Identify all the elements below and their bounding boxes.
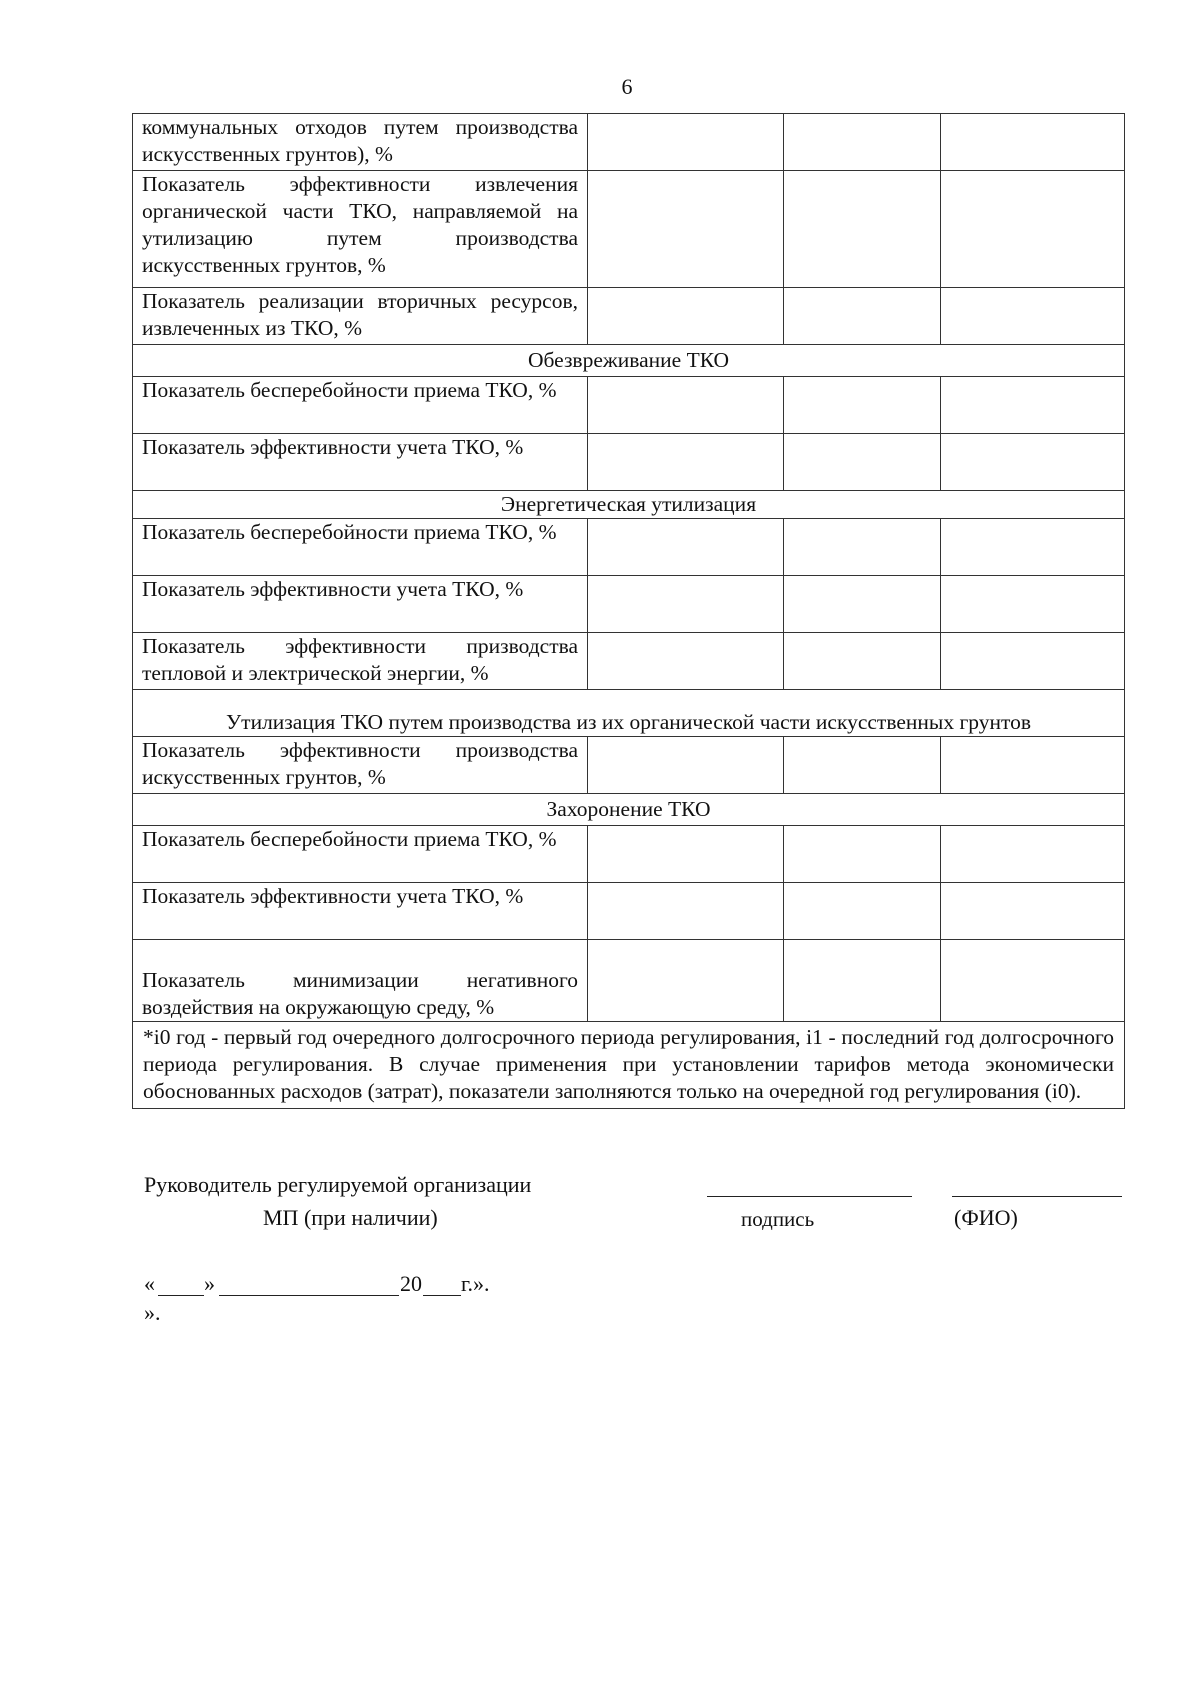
section-header-row [133,491,1125,519]
value-cell-2 [784,434,941,491]
indicators-table-body [133,114,1125,1022]
value-cell-2 [784,883,941,940]
value-cell-1 [588,171,784,288]
name-caption: (ФИО) [954,1205,1018,1230]
table-row [133,288,1125,345]
value-cell-3 [941,940,1125,1022]
value-cell-3 [941,519,1125,576]
value-cell-2 [784,171,941,288]
value-cell-3 [941,633,1125,690]
date-close-quote: » [204,1271,215,1296]
footnote-text: *i0 год - первый год очередного долгосрочного периода регулирования, i1 - последний год долгосрочного периода регулирования. В случае применения при установлении тарифов метода экономически обоснованных расходов (затрат), показатели заполняются только на очередной год регулирования (i0). [133,1022,1125,1109]
date-year-line [423,1295,461,1296]
date-month-line [219,1295,399,1296]
value-cell-3 [941,576,1125,633]
table-row [133,519,1125,576]
value-cell-1 [588,114,784,171]
section-title: Утилизация ТКО путем производства из их органической части искусственных грунтов [133,690,1125,737]
table-row [133,434,1125,491]
value-cell-2 [784,288,941,345]
value-cell-1 [588,576,784,633]
value-cell-1 [588,519,784,576]
value-cell-2 [784,519,941,576]
date-suffix: г.». [461,1271,490,1296]
date-year-prefix: 20 [400,1271,422,1296]
indicator-label: Показатель бесперебойности приема ТКО, % [133,519,588,576]
value-cell-3 [941,377,1125,434]
table-row [133,377,1125,434]
table-row [133,883,1125,940]
value-cell-1 [588,883,784,940]
value-cell-2 [784,114,941,171]
value-cell-3 [941,737,1125,794]
table-row [133,737,1125,794]
table-row [133,826,1125,883]
indicator-label: Показатель эффективности призводства тепловой и электрической энергии, % [133,633,588,690]
value-cell-1 [588,377,784,434]
head-label: Руководитель регулируемой организации [144,1172,532,1197]
section-header-row [133,794,1125,826]
table-row [133,171,1125,288]
indicator-label: Показатель реализации вторичных ресурсов, извлеченных из ТКО, % [133,288,588,345]
section-header-row [133,690,1125,737]
section-title: Обезвреживание ТКО [133,345,1125,377]
value-cell-3 [941,826,1125,883]
section-title: Захоронение ТКО [133,794,1125,826]
table-row [133,114,1125,171]
value-cell-2 [784,633,941,690]
value-cell-1 [588,434,784,491]
value-cell-1 [588,940,784,1022]
indicator-label: Показатель эффективности извлечения органической части ТКО, направляемой на утилизацию путем производства искусственных грунтов, % [133,171,588,288]
date-open-quote: « [144,1271,155,1296]
signature-block [0,1172,1200,1352]
date-day-line [158,1295,204,1296]
value-cell-2 [784,737,941,794]
value-cell-1 [588,737,784,794]
section-header-row [133,345,1125,377]
page-number: 6 [621,74,633,99]
value-cell-3 [941,171,1125,288]
value-cell-1 [588,826,784,883]
value-cell-3 [941,114,1125,171]
name-line [952,1196,1122,1197]
indicators-table [132,113,1125,1109]
section-title: Энергетическая утилизация [133,491,1125,519]
value-cell-2 [784,377,941,434]
indicator-label: Показатель бесперебойности приема ТКО, % [133,377,588,434]
closing-quote-mark: ». [144,1300,161,1325]
indicator-label: Показатель эффективности учета ТКО, % [133,434,588,491]
value-cell-3 [941,288,1125,345]
table-row [133,576,1125,633]
indicator-label: Показатель эффективности учета ТКО, % [133,576,588,633]
table-row [133,633,1125,690]
signature-line [707,1196,912,1197]
value-cell-1 [588,633,784,690]
value-cell-1 [588,288,784,345]
indicator-label: коммунальных отходов путем производства искусственных грунтов), % [133,114,588,171]
value-cell-2 [784,940,941,1022]
value-cell-3 [941,883,1125,940]
indicator-label: Показатель эффективности производства искусственных грунтов, % [133,737,588,794]
value-cell-2 [784,576,941,633]
footnote-row [133,1022,1125,1109]
value-cell-2 [784,826,941,883]
indicator-label: Показатель эффективности учета ТКО, % [133,883,588,940]
signature-caption: подпись [741,1207,815,1231]
indicator-label: Показатель минимизации негативного воздействия на окружающую среду, % [133,940,588,1022]
indicator-label: Показатель бесперебойности приема ТКО, % [133,826,588,883]
value-cell-3 [941,434,1125,491]
stamp-label: МП (при наличии) [263,1205,438,1230]
table-row [133,940,1125,1022]
